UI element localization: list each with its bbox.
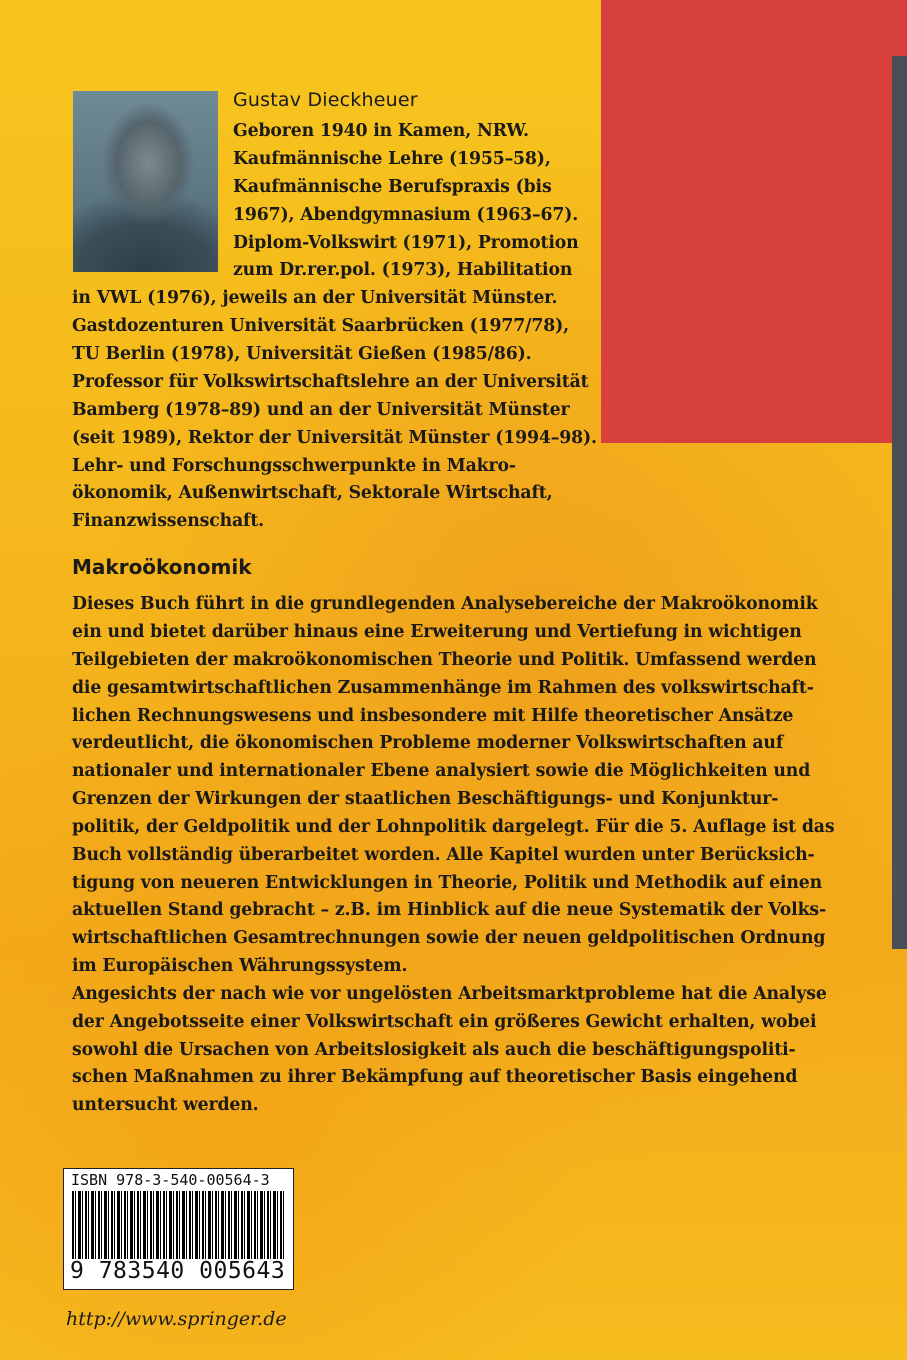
bio-line: in VWL (1976), jeweils an der Universität Münster. <box>72 288 558 308</box>
description-line: nationaler und internationaler Ebene analysiert sowie die Möglichkeiten und <box>72 761 811 781</box>
bio-line: Gastdozenturen Universität Saarbrücken (1977/78), <box>72 316 569 336</box>
description-line: untersucht werden. <box>72 1095 259 1115</box>
isbn-label: ISBN 978-3-540-00564-3 <box>71 1171 270 1189</box>
bio-line: Professor für Volkswirtschaftslehre an der Universität <box>72 372 589 392</box>
spine-edge-strip <box>892 56 907 949</box>
red-color-block <box>601 0 907 443</box>
bio-line: 1967), Abendgymnasium (1963–67). <box>233 205 579 225</box>
description-line: schen Maßnahmen zu ihrer Bekämpfung auf theoretischer Basis eingehend <box>72 1067 798 1087</box>
description-line: im Europäischen Währungssystem. <box>72 956 408 976</box>
bio-line: Finanzwissenschaft. <box>72 511 265 531</box>
barcode-bars <box>72 1191 284 1259</box>
bio-line: TU Berlin (1978), Universität Gießen (1985/86). <box>72 344 532 364</box>
bio-line: (seit 1989), Rektor der Universität Münster (1994–98). <box>72 428 597 448</box>
bio-line: Kaufmännische Berufspraxis (bis <box>233 177 552 197</box>
bio-line: Lehr- und Forschungsschwerpunkte in Makro- <box>72 456 516 476</box>
author-name: Gustav Dieckheuer <box>233 89 418 111</box>
description-line: Dieses Buch führt in die grundlegenden Analysebereiche der Makroökonomik <box>72 594 818 614</box>
bio-line: zum Dr.rer.pol. (1973), Habilitation <box>233 260 573 280</box>
publisher-url: http://www.springer.de <box>66 1308 287 1330</box>
description-line: wirtschaftlichen Gesamtrechnungen sowie der neuen geldpolitischen Ordnung <box>72 928 826 948</box>
description-line: ein und bietet darüber hinaus eine Erweiterung und Vertiefung in wichtigen <box>72 622 802 642</box>
description-line: aktuellen Stand gebracht – z.B. im Hinblick auf die neue Systematik der Volks- <box>72 900 827 920</box>
bio-line: Kaufmännische Lehre (1955–58), <box>233 149 551 169</box>
description-line: sowohl die Ursachen von Arbeitslosigkeit als auch die beschäftigungspoliti- <box>72 1040 796 1060</box>
book-title: Makroökonomik <box>72 555 252 579</box>
description-line: verdeutlicht, die ökonomischen Probleme moderner Volkswirtschaften auf <box>72 733 784 753</box>
ean-digits: 9 783540 005643 <box>70 1258 286 1284</box>
isbn-barcode <box>63 1168 294 1290</box>
author-photo <box>73 91 218 272</box>
bio-line: Geboren 1940 in Kamen, NRW. <box>233 121 529 141</box>
bio-line: Bamberg (1978–89) und an der Universität Münster <box>72 400 570 420</box>
description-line: politik, der Geldpolitik und der Lohnpolitik dargelegt. Für die 5. Auflage ist das <box>72 817 835 837</box>
description-line: Grenzen der Wirkungen der staatlichen Beschäftigungs- und Konjunktur- <box>72 789 779 809</box>
bio-line: Diplom-Volkswirt (1971), Promotion <box>233 233 579 253</box>
description-line: die gesamtwirtschaftlichen Zusammenhänge im Rahmen des volkswirtschaft- <box>72 678 814 698</box>
description-line: lichen Rechnungswesens und insbesondere mit Hilfe theoretischer Ansätze <box>72 706 794 726</box>
description-line: der Angebotsseite einer Volkswirtschaft ein größeres Gewicht erhalten, wobei <box>72 1012 817 1032</box>
description-line: Teilgebieten der makroökonomischen Theorie und Politik. Umfassend werden <box>72 650 817 670</box>
bio-line: ökonomik, Außenwirtschaft, Sektorale Wirtschaft, <box>72 483 553 503</box>
description-line: Angesichts der nach wie vor ungelösten Arbeitsmarktprobleme hat die Analyse <box>72 984 827 1004</box>
description-line: Buch vollständig überarbeitet worden. Alle Kapitel wurden unter Berücksich- <box>72 845 815 865</box>
description-line: tigung von neueren Entwicklungen in Theorie, Politik und Methodik auf einen <box>72 873 823 893</box>
